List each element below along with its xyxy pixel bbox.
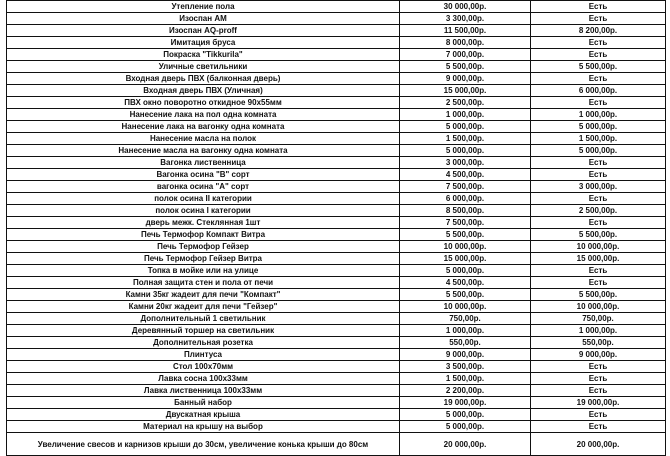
item-name-cell: Входная дверь ПВХ (балконная дверь) (7, 73, 400, 85)
availability-cell: 5 000,00р. (531, 121, 666, 133)
item-name-cell: Дополнительная розетка (7, 337, 400, 349)
price-cell: 1 000,00р. (400, 109, 531, 121)
table-row (7, 193, 666, 205)
table-row (7, 373, 666, 385)
table-row (7, 301, 666, 313)
price-cell: 1 500,00р. (400, 373, 531, 385)
item-name-cell: Нанесение масла на вагонку одна комната (7, 145, 400, 157)
availability-cell: 10 000,00р. (531, 241, 666, 253)
price-table-body (7, 1, 666, 456)
table-row (7, 313, 666, 325)
availability-cell: Есть (531, 157, 666, 169)
table-row (7, 1, 666, 13)
price-cell: 8 500,00р. (400, 205, 531, 217)
table-row (7, 145, 666, 157)
availability-cell: 20 000,00р. (531, 433, 666, 456)
table-row (7, 277, 666, 289)
availability-cell: Есть (531, 193, 666, 205)
price-cell: 2 500,00р. (400, 97, 531, 109)
price-cell: 6 000,00р. (400, 193, 531, 205)
item-name-cell: Деревянный торшер на светильник (7, 325, 400, 337)
table-row (7, 205, 666, 217)
price-cell: 7 500,00р. (400, 181, 531, 193)
availability-cell: 1 000,00р. (531, 109, 666, 121)
availability-cell: Есть (531, 49, 666, 61)
item-name-cell: Материал на крышу на выбор (7, 421, 400, 433)
item-name-cell: Камни 35кг жадеит для печи "Компакт" (7, 289, 400, 301)
availability-cell: 550,00р. (531, 337, 666, 349)
availability-cell: Есть (531, 277, 666, 289)
availability-cell: Есть (531, 169, 666, 181)
table-row (7, 229, 666, 241)
price-cell: 30 000,00р. (400, 1, 531, 13)
price-cell: 750,00р. (400, 313, 531, 325)
table-row (7, 85, 666, 97)
price-cell: 3 000,00р. (400, 157, 531, 169)
price-cell: 5 000,00р. (400, 121, 531, 133)
price-cell: 5 000,00р. (400, 145, 531, 157)
availability-cell: Есть (531, 361, 666, 373)
price-cell: 3 300,00р. (400, 13, 531, 25)
table-row (7, 337, 666, 349)
item-name-cell: Дополнительный 1 светильник (7, 313, 400, 325)
availability-cell: Есть (531, 13, 666, 25)
price-cell: 11 500,00р. (400, 25, 531, 37)
availability-cell: 6 000,00р. (531, 85, 666, 97)
availability-cell: Есть (531, 385, 666, 397)
price-cell: 5 000,00р. (400, 421, 531, 433)
table-row (7, 109, 666, 121)
price-cell: 15 000,00р. (400, 253, 531, 265)
availability-cell: 5 500,00р. (531, 61, 666, 73)
table-row (7, 37, 666, 49)
item-name-cell: Уличные светильники (7, 61, 400, 73)
price-cell: 1 500,00р. (400, 133, 531, 145)
price-cell: 550,00р. (400, 337, 531, 349)
table-row (7, 289, 666, 301)
item-name-cell: Плинтуса (7, 349, 400, 361)
table-row (7, 409, 666, 421)
table-row (7, 325, 666, 337)
item-name-cell: Двускатная крыша (7, 409, 400, 421)
price-cell: 10 000,00р. (400, 301, 531, 313)
price-cell: 1 000,00р. (400, 325, 531, 337)
table-row (7, 241, 666, 253)
price-cell: 5 500,00р. (400, 61, 531, 73)
item-name-cell: Утепление пола (7, 1, 400, 13)
availability-cell: Есть (531, 409, 666, 421)
availability-cell: 750,00р. (531, 313, 666, 325)
price-cell: 3 500,00р. (400, 361, 531, 373)
item-name-cell: ПВХ окно поворотно откидное 90х55мм (7, 97, 400, 109)
table-row (7, 73, 666, 85)
item-name-cell: Печь Термофор Гейзер Витра (7, 253, 400, 265)
table-row (7, 421, 666, 433)
price-cell: 5 500,00р. (400, 229, 531, 241)
availability-cell: 5 500,00р. (531, 229, 666, 241)
availability-cell: Есть (531, 73, 666, 85)
availability-cell: 10 000,00р. (531, 301, 666, 313)
price-cell: 15 000,00р. (400, 85, 531, 97)
price-cell: 10 000,00р. (400, 241, 531, 253)
availability-cell: 9 000,00р. (531, 349, 666, 361)
table-row (7, 169, 666, 181)
availability-cell: Есть (531, 37, 666, 49)
price-cell: 8 000,00р. (400, 37, 531, 49)
table-row (7, 253, 666, 265)
availability-cell: 15 000,00р. (531, 253, 666, 265)
item-name-cell: Покраска "Tikkurila" (7, 49, 400, 61)
item-name-cell: полок осина I категории (7, 205, 400, 217)
item-name-cell: полок осина II категории (7, 193, 400, 205)
item-name-cell: Изоспан AQ-proff (7, 25, 400, 37)
availability-cell: 3 000,00р. (531, 181, 666, 193)
table-row (7, 433, 666, 456)
table-row (7, 181, 666, 193)
item-name-cell: Печь Термофор Гейзер (7, 241, 400, 253)
availability-cell: 1 500,00р. (531, 133, 666, 145)
availability-cell: 19 000,00р. (531, 397, 666, 409)
item-name-cell: Нанесение масла на полок (7, 133, 400, 145)
item-name-cell: Топка в мойке или на улице (7, 265, 400, 277)
table-row (7, 121, 666, 133)
item-name-cell: вагонка осина "А" сорт (7, 181, 400, 193)
availability-cell: 5 500,00р. (531, 289, 666, 301)
price-cell: 7 500,00р. (400, 217, 531, 229)
item-name-cell: Стол 100х70мм (7, 361, 400, 373)
table-row (7, 349, 666, 361)
price-cell: 7 000,00р. (400, 49, 531, 61)
item-name-cell: Камни 20кг жадеит для печи "Гейзер" (7, 301, 400, 313)
price-cell: 20 000,00р. (400, 433, 531, 456)
table-row (7, 49, 666, 61)
item-name-cell: Полная защита стен и пола от печи (7, 277, 400, 289)
item-name-cell: Печь Термофор Компакт Витра (7, 229, 400, 241)
table-row (7, 361, 666, 373)
availability-cell: Есть (531, 217, 666, 229)
table-row (7, 97, 666, 109)
item-name-cell: Изоспан АМ (7, 13, 400, 25)
table-row (7, 265, 666, 277)
availability-cell: Есть (531, 421, 666, 433)
item-name-cell: Имитация бруса (7, 37, 400, 49)
item-name-cell: Вагонка осина "В" сорт (7, 169, 400, 181)
table-row (7, 61, 666, 73)
price-cell: 19 000,00р. (400, 397, 531, 409)
price-cell: 5 000,00р. (400, 265, 531, 277)
price-cell: 4 500,00р. (400, 169, 531, 181)
table-row (7, 157, 666, 169)
item-name-cell: Вагонка лиственница (7, 157, 400, 169)
availability-cell: Есть (531, 373, 666, 385)
table-row (7, 133, 666, 145)
table-row (7, 217, 666, 229)
price-cell: 4 500,00р. (400, 277, 531, 289)
availability-cell: 5 000,00р. (531, 145, 666, 157)
item-name-cell: Входная дверь ПВХ (Уличная) (7, 85, 400, 97)
availability-cell: Есть (531, 97, 666, 109)
item-name-cell: Лавка сосна 100х33мм (7, 373, 400, 385)
item-name-cell: Нанесение лака на пол одна комната (7, 109, 400, 121)
price-table (6, 0, 666, 456)
item-name-cell: Банный набор (7, 397, 400, 409)
availability-cell: 1 000,00р. (531, 325, 666, 337)
price-cell: 9 000,00р. (400, 73, 531, 85)
availability-cell: Есть (531, 1, 666, 13)
price-cell: 9 000,00р. (400, 349, 531, 361)
availability-cell: 2 500,00р. (531, 205, 666, 217)
item-name-cell: Лавка лиственница 100х33мм (7, 385, 400, 397)
availability-cell: Есть (531, 265, 666, 277)
availability-cell: 8 200,00р. (531, 25, 666, 37)
table-row (7, 385, 666, 397)
table-row (7, 397, 666, 409)
item-name-cell: Нанесение лака на вагонку одна комната (7, 121, 400, 133)
table-row (7, 25, 666, 37)
price-cell: 2 200,00р. (400, 385, 531, 397)
price-cell: 5 000,00р. (400, 409, 531, 421)
item-name-cell: дверь межк. Стеклянная 1шт (7, 217, 400, 229)
table-row (7, 13, 666, 25)
price-cell: 5 500,00р. (400, 289, 531, 301)
item-name-cell: Увеличение свесов и карнизов крыши до 30см, увеличение конька крыши до 80см (7, 433, 400, 456)
